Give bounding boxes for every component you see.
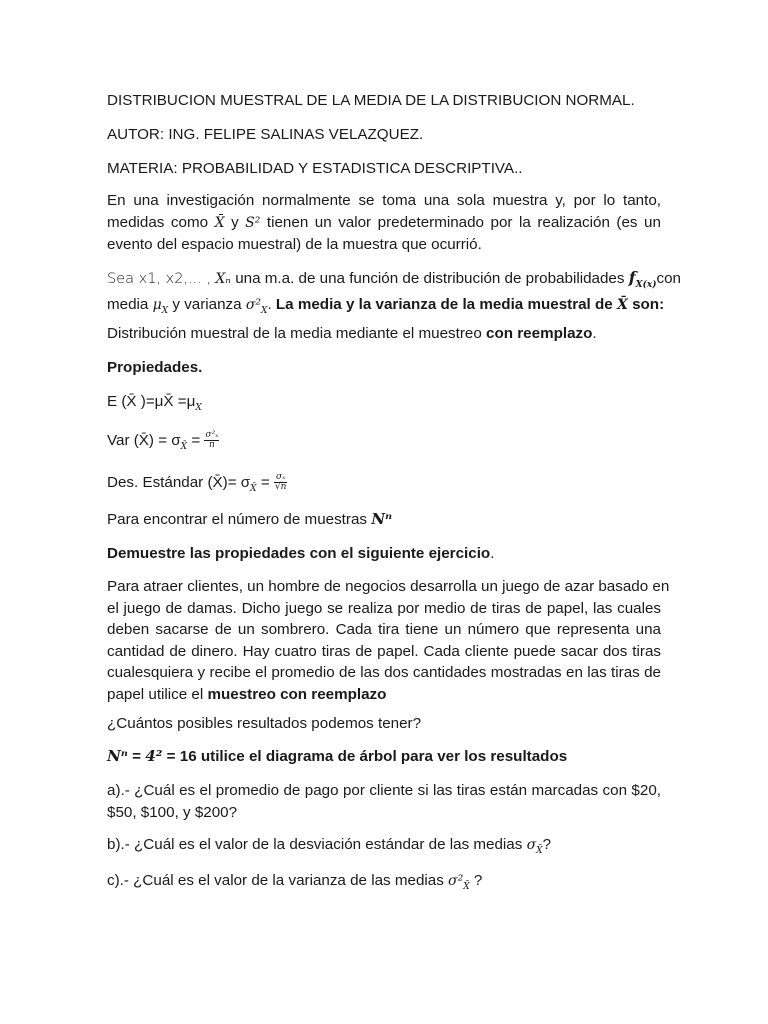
intro-text: tienen un valor predeterminado por la realización (es un [266, 213, 661, 231]
sigma2-letter: σ² [448, 873, 464, 889]
problem-line [107, 684, 661, 706]
sigma-letter: σ [526, 837, 537, 853]
question-b [107, 834, 661, 857]
var-fraction [204, 431, 219, 450]
variance-formula [107, 428, 661, 454]
xn-symbol: Xₙ [215, 271, 231, 287]
sample-bold-text: La media y la varianza de la media muestral de [275, 296, 613, 313]
four-squared: 4² [145, 747, 163, 765]
xbar-symbol: X̄ [616, 297, 628, 313]
sample-dot: . [267, 296, 272, 313]
var-denominator: n [209, 440, 215, 451]
demuestre-end: . [490, 545, 495, 562]
sigma-xbar-symbol [526, 837, 543, 856]
sample-text: con [656, 270, 681, 287]
document-title: DISTRIBUCION MUESTRAL DE LA MEDIA DE LA DISTRIBUCION NORMAL. [107, 92, 635, 109]
intro-line-3: evento del espacio muestral) de la muestra que ocurrió. [107, 236, 482, 254]
intro-paragraph [107, 190, 661, 256]
question-a [107, 780, 661, 823]
problem-text: papel utilice el [107, 685, 204, 703]
var-label: Var (X̄) = σ [107, 432, 181, 449]
problem-line: cantidad de dinero. Hay cuatro tiras de papel. Cada cliente puede sacar dos tiras [107, 642, 661, 660]
var-numerator: σ²ₓ [205, 430, 219, 441]
expect-label: E (X̄ )=μX̄ =μ [107, 393, 196, 410]
var-equals: = [191, 432, 201, 449]
question-b-end: ? [542, 836, 552, 853]
intro-line-1: En una investigación normalmente se toma una sola muestra y, por lo tanto, [107, 192, 661, 209]
sample-text: una m.a. de una función de distribución de probabilidades [235, 270, 625, 287]
sigma2-xbar-symbol [448, 873, 470, 892]
tree-text: = 16 utilice el diagrama de árbol para ver los resultados [166, 748, 568, 765]
sigma2-subscript: X̄ [463, 881, 470, 892]
std-fraction [274, 473, 288, 492]
question-c-text: c).- ¿Cuál es el valor de la varianza de las medias [107, 872, 444, 889]
numero-line [107, 509, 661, 531]
xbar-symbol: X̄ [214, 214, 225, 231]
problem-line: Para atraer clientes, un hombre de negocios desarrolla un juego de azar basado en [107, 578, 670, 595]
problem-line: el juego de damas. Dicho juego se realiza por medio de tiras de papel, las cuales [107, 599, 661, 617]
sigma2-letter: σ² [245, 297, 262, 313]
distribucion-end: . [592, 325, 597, 342]
question-line: ¿Cuántos posibles resultados podemos tener? [107, 715, 422, 732]
fx-symbol [628, 268, 657, 291]
tree-equals: = [132, 748, 141, 765]
std-subscript: X̄ [250, 484, 257, 495]
intro-text: medidas como [107, 213, 209, 231]
tree-line [107, 746, 661, 768]
std-denominator: √n [274, 482, 287, 493]
sample-line-1 [107, 265, 681, 292]
demuestre-bold: Demuestre las propiedades con el siguiente ejercicio [107, 545, 491, 562]
fx-subscript: X(x) [635, 280, 657, 291]
mu-symbol [152, 297, 169, 316]
problem-line: cualesquiera y recibe el promedio de las dos cantidades mostradas en las tiras de [107, 664, 661, 682]
sigma2-subscript: X [261, 305, 268, 316]
sample-text: y varianza [172, 296, 242, 313]
problem-line: deben sacarse de un sombrero. Cada tira tiene un número que representa una [107, 621, 661, 639]
std-numerator: σₓ [274, 473, 288, 483]
expectation-formula [107, 391, 661, 413]
question-b-text: b).- ¿Cuál es el valor de la desviación estándar de las medias [107, 836, 523, 853]
numero-text: Para encontrar el número de muestras [107, 511, 368, 528]
distribucion-text: Distribución muestral de la media mediante el muestreo [107, 325, 482, 342]
sample-paragraph [107, 265, 681, 318]
question-a-line: a).- ¿Cuál es el promedio de pago por cliente si las tiras están marcadas con $20, [107, 782, 661, 799]
mu-subscript: X [161, 305, 169, 316]
std-equals: = [260, 474, 270, 491]
distribucion-line [107, 323, 661, 345]
expect-subscript: X [195, 403, 202, 414]
sigma2-symbol [245, 297, 268, 316]
intro-text: y [231, 213, 239, 231]
question-c-end: ? [469, 872, 483, 889]
nn-symbol: Nⁿ [107, 747, 128, 765]
distribucion-bold: con reemplazo [486, 325, 593, 342]
sample-text: media [107, 296, 149, 313]
var-subscript: X̄ [180, 442, 188, 453]
sample-prefix: Sea x1, x2,... , [107, 271, 212, 287]
problem-bold: muestreo con reemplazo [207, 685, 387, 703]
sample-bold-end: son: [632, 296, 665, 313]
intro-line-2 [107, 212, 661, 235]
s2-symbol: S² [245, 214, 261, 231]
mu-letter: μ [152, 297, 162, 313]
question-c [107, 870, 661, 893]
sample-line-2 [107, 292, 665, 318]
fx-letter: f [628, 268, 636, 287]
sigma-subscript: X̄ [536, 845, 543, 856]
problem-paragraph [107, 576, 670, 706]
question-a-line: $50, $100, y $200? [107, 803, 238, 821]
document-author: AUTOR: ING. FELIPE SALINAS VELAZQUEZ. [107, 126, 424, 143]
std-label: Des. Estándar (X̄)= σ [107, 474, 251, 491]
document-subject: MATERIA: PROBABILIDAD Y ESTADISTICA DESCRIPTIVA.. [107, 160, 523, 177]
nn-symbol: Nⁿ [371, 510, 393, 528]
propiedades-heading: Propiedades. [107, 359, 203, 376]
demuestre-line [107, 543, 661, 565]
std-formula [107, 470, 661, 496]
